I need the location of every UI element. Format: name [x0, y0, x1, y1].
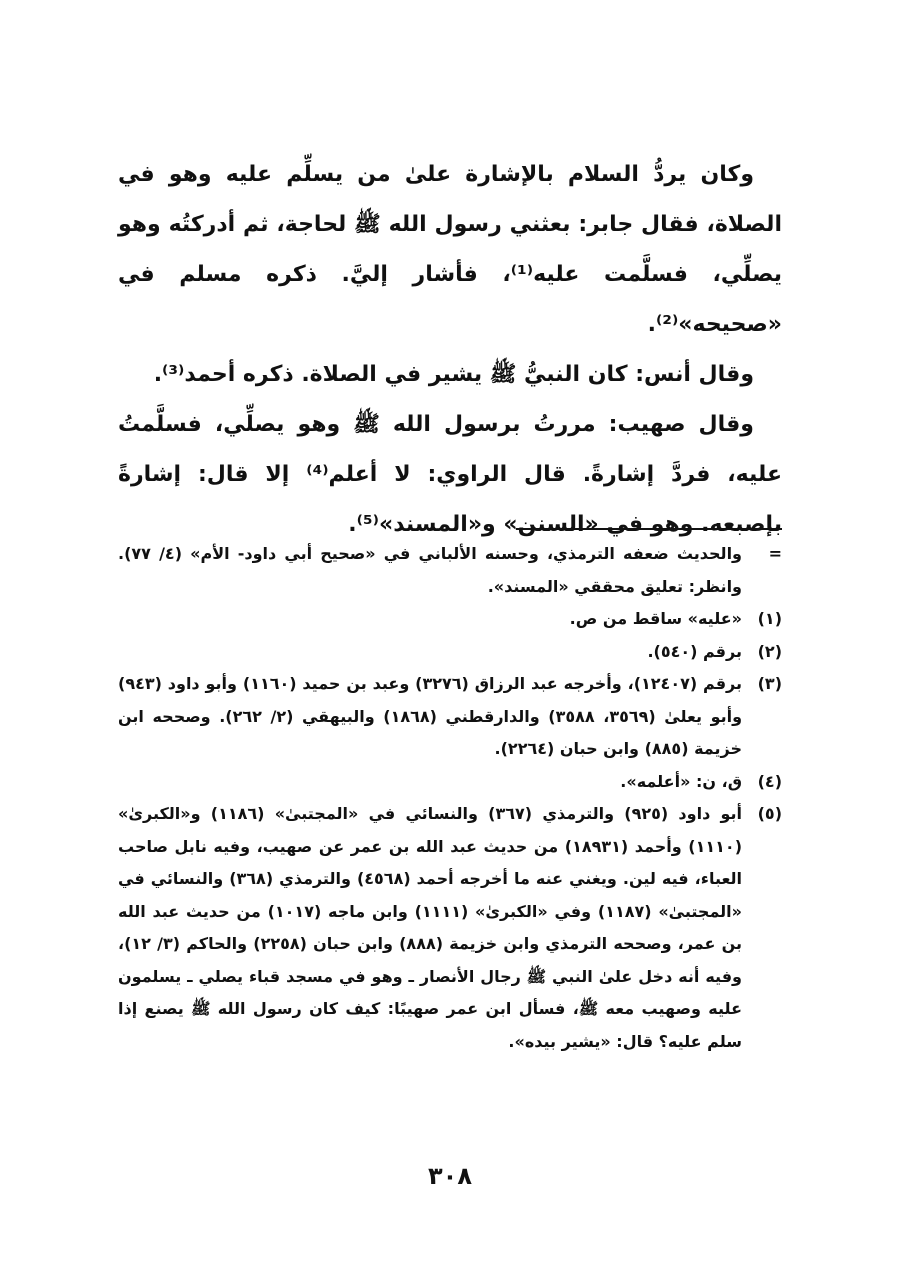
footnote-text: أبو داود (٩٢٥) والترمذي (٣٦٧) والنسائي في «المجتبىٰ» (١١٨٦) و«الكبرىٰ» (١١١٠) وأحمد (١٨٩٣١) من حديث عبد الله بن عمر عن صهيب، وفيه نابل صاحب العباء، فيه لين. ويغني عنه ما أخرجه أحمد (٤٥٦٨) والترمذي (٣٦٨) والنسائي في «المجتبىٰ» (١١٨٧) وفي «الكبرىٰ» (١١١١) وابن ماجه (١٠١٧) من حديث عبد الله بن عمر، وصححه الترمذي وابن خزيمة (٨٨٨) وابن حبان (٢٢٥٨) والحاكم (٣/ ١٢)، وفيه أنه دخل علىٰ النبي ﷺ رجال الأنصار ـ وهو في مسجد قباء يصلي ـ يسلمون عليه وصهيب معه ﷺ، فسأل ابن عمر صهيبًا: كيف كان رسول الله ﷺ يصنع إذا سلم عليه؟ قال: «يشير بيده». — [118, 804, 743, 1051]
footnote-5 — [118, 798, 782, 1058]
footnote-text: والحديث ضعفه الترمذي، وحسنه الألباني في «صحيح أبي داود- الأم» (٤/ ٧٧). وانظر: تعليق محققي «المسند». — [118, 544, 742, 596]
footnote-marker: (٢) — [757, 641, 782, 661]
footnote-marker: (١) — [757, 609, 782, 628]
main-paragraph: وقال أنس: كان النبيُّ ﷺ يشير في الصلاة. ذكره أحمد⁽³⁾. — [153, 362, 754, 387]
page-number: ٣٠٨ — [428, 1162, 472, 1190]
footnote-4 — [118, 766, 782, 799]
footnote-separator — [516, 528, 782, 530]
footnote-text: ق، ن: «أعلمه». — [620, 771, 742, 791]
footnote-text: برقم (٥٤٠). — [647, 641, 742, 661]
footnote-2 — [118, 636, 782, 669]
footnote-marker: (٣) — [757, 674, 782, 693]
footnote-marker: (٥) — [757, 804, 782, 823]
footnote-3 — [118, 668, 782, 766]
footnote-text: برقم (١٢٤٠٧)، وأخرجه عبد الرزاق (٣٢٧٦) وعبد بن حميد (١١٦٠) وأبو داود (٩٤٣) وأبو يعلىٰ (٣٥٦٩، ٣٥٨٨) والدارقطني (١٨٦٨) والبيهقي (٢/ ٢٦٢). وصححه ابن خزيمة (٨٨٥) وابن حبان (٢٢٦٤). — [118, 674, 743, 758]
footnote-marker: = — [768, 544, 782, 563]
footnotes-section — [118, 538, 782, 1058]
footnote-1 — [118, 603, 782, 636]
main-text — [118, 150, 782, 550]
main-paragraph: وقال صهيب: مررتُ برسول الله ﷺ وهو يصلِّي، فسلَّمتُ عليه، فردَّ إشارةً. قال الراوي: لا أعلم⁽⁴⁾ إلا قال: إشارةً بإصبعه. وهو في «السنن» و«المسند»⁽⁵⁾. — [118, 412, 782, 537]
footnote-marker: (٤) — [757, 771, 782, 791]
main-paragraph: وكان يردُّ السلام بالإشارة علىٰ من يسلِّم عليه وهو في الصلاة، فقال جابر: بعثني رسول الله ﷺ لحاجة، ثم أدركتُه وهو يصلِّي، فسلَّمت عليه⁽¹⁾، فأشار إليَّ. ذكره مسلم في «صحيحه»⁽²⁾. — [118, 162, 783, 337]
footnote-continuation — [118, 538, 782, 603]
footnote-text: «عليه» ساقط من ص. — [569, 609, 742, 628]
